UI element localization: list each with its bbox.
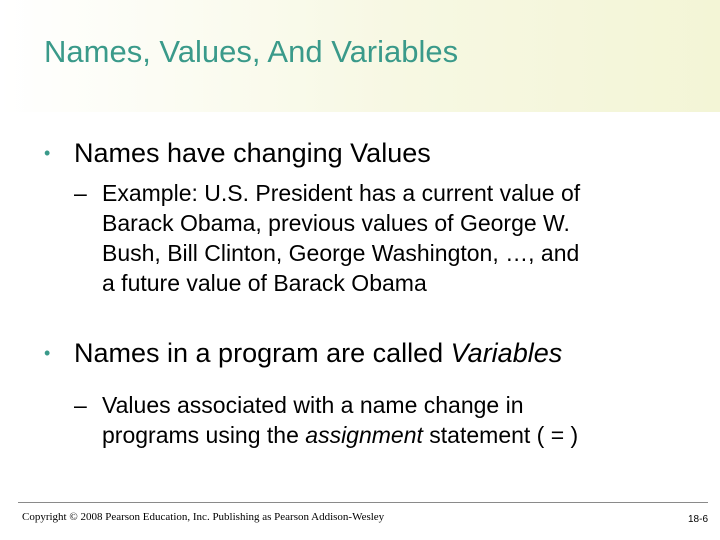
bullet-dot-icon: • [44,343,51,363]
bullet-names-have-values [44,136,684,170]
footer-divider [18,502,708,503]
sub-bullet-line-plain: statement ( = ) [422,422,579,448]
sub-bullet-text [102,178,580,298]
sub-bullet-line: Bush, Bill Clinton, George Washington, …, and [102,240,580,266]
copyright-notice: Copyright © 2008 Pearson Education, Inc. Publishing as Pearson Addison-Wesley [22,511,385,523]
sub-bullet-example [74,178,694,302]
sub-bullet-line-italic: assignment [305,422,423,448]
bullet-text-italic: Variables [450,338,563,368]
dash-icon: – [74,180,87,206]
sub-bullet-line: Barack Obama, previous values of George W. [102,210,570,236]
bullet-text: Names have changing Values [74,138,431,168]
slide-number: 18-6 [687,514,708,525]
slide-title: Names, Values, And Variables [44,34,459,69]
bullet-text [74,336,562,370]
bullet-text-plain: Names in a program are called [74,338,451,368]
sub-bullet-line: a future value of Barack Obama [102,270,427,296]
sub-bullet-text [102,390,578,450]
bullet-dot-icon: • [44,143,51,163]
sub-bullet-line [102,420,578,450]
sub-bullet-assignment [74,390,694,452]
sub-bullet-line-plain: programs using the [102,422,306,448]
bullet-variables [44,336,684,370]
sub-bullet-line: Values associated with a name change in [102,392,524,418]
sub-bullet-line: Example: U.S. President has a current value of [102,180,581,206]
dash-icon: – [74,392,87,418]
